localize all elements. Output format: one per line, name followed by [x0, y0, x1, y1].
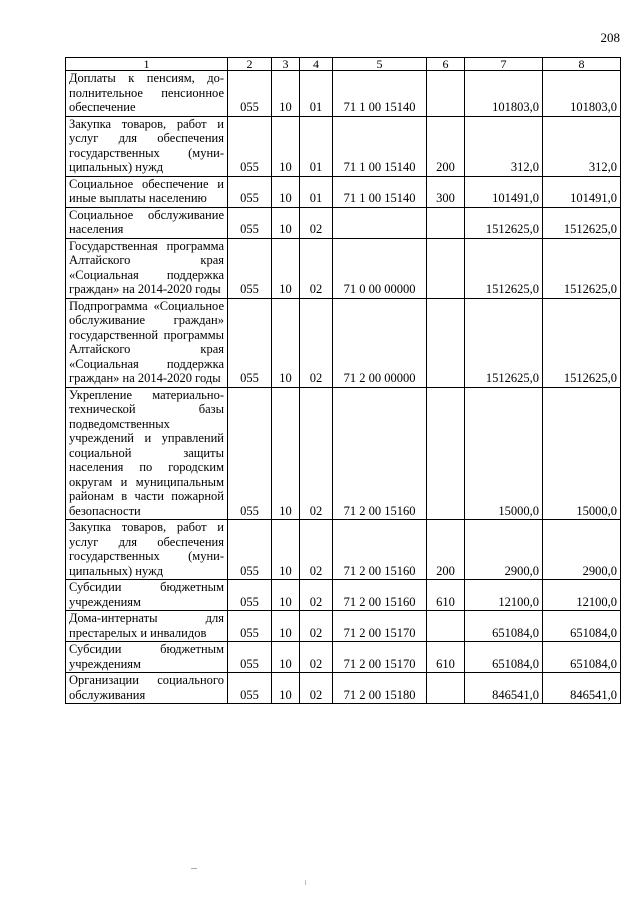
row-name: Организации социального обслуживания [66, 673, 228, 704]
row-expense-type [427, 611, 465, 642]
row-ministry-code: 055 [228, 207, 272, 238]
row-ministry-code: 055 [228, 176, 272, 207]
row-amount: 1512625,0 [465, 298, 543, 387]
header-col-6: 6 [427, 58, 465, 71]
row-amount-total: 312,0 [543, 116, 621, 176]
row-ministry-code: 055 [228, 387, 272, 520]
row-target-article: 71 2 00 15170 [333, 642, 427, 673]
header-col-7: 7 [465, 58, 543, 71]
row-expense-type [427, 238, 465, 298]
row-expense-type: 300 [427, 176, 465, 207]
row-target-article: 71 1 00 15140 [333, 176, 427, 207]
row-amount-total: 1512625,0 [543, 298, 621, 387]
row-amount-total: 651084,0 [543, 642, 621, 673]
row-section-code: 10 [272, 642, 300, 673]
row-amount-total: 12100,0 [543, 580, 621, 611]
row-target-article: 71 2 00 15160 [333, 520, 427, 580]
table-row [66, 71, 621, 117]
row-section-code: 10 [272, 238, 300, 298]
row-name: Государственная программа Алтайского края «Социальная поддержка граждан» на 2014-2020 годы [66, 238, 228, 298]
row-target-article: 71 1 00 15140 [333, 116, 427, 176]
row-subsection-code: 02 [300, 298, 333, 387]
row-name: Социальное обеспечение и иные выплаты населению [66, 176, 228, 207]
header-row [66, 58, 621, 71]
header-col-8: 8 [543, 58, 621, 71]
row-ministry-code: 055 [228, 298, 272, 387]
row-section-code: 10 [272, 116, 300, 176]
table-row [66, 520, 621, 580]
row-target-article: 71 2 00 15170 [333, 611, 427, 642]
row-expense-type [427, 71, 465, 117]
scan-mark [191, 868, 197, 869]
row-amount-total: 101491,0 [543, 176, 621, 207]
row-amount: 15000,0 [465, 387, 543, 520]
scan-mark [305, 880, 306, 885]
row-ministry-code: 055 [228, 520, 272, 580]
row-amount: 1512625,0 [465, 207, 543, 238]
row-name: Подпрограмма «Социальное обслуживание граждан» государственной программы Алтайского края «Социальная поддержка граждан» на 2014-2020 годы [66, 298, 228, 387]
row-section-code: 10 [272, 207, 300, 238]
row-name: Субсидии бюджетным учреждениям [66, 580, 228, 611]
row-name: Доплаты к пенсиям, дополнительное пенсионное обеспечение [66, 71, 228, 117]
table-row [66, 207, 621, 238]
row-amount-total: 101803,0 [543, 71, 621, 117]
row-subsection-code: 02 [300, 580, 333, 611]
row-subsection-code: 01 [300, 116, 333, 176]
row-amount: 2900,0 [465, 520, 543, 580]
row-section-code: 10 [272, 298, 300, 387]
row-target-article: 71 1 00 15140 [333, 71, 427, 117]
row-section-code: 10 [272, 673, 300, 704]
row-target-article [333, 207, 427, 238]
row-subsection-code: 02 [300, 673, 333, 704]
row-target-article: 71 2 00 15160 [333, 580, 427, 611]
row-ministry-code: 055 [228, 71, 272, 117]
row-expense-type [427, 387, 465, 520]
row-amount: 651084,0 [465, 642, 543, 673]
header-col-2: 2 [228, 58, 272, 71]
row-subsection-code: 02 [300, 387, 333, 520]
row-amount: 101491,0 [465, 176, 543, 207]
row-target-article: 71 0 00 00000 [333, 238, 427, 298]
row-ministry-code: 055 [228, 238, 272, 298]
row-amount: 1512625,0 [465, 238, 543, 298]
row-amount-total: 2900,0 [543, 520, 621, 580]
row-amount: 312,0 [465, 116, 543, 176]
row-section-code: 10 [272, 387, 300, 520]
row-amount-total: 846541,0 [543, 673, 621, 704]
row-subsection-code: 02 [300, 611, 333, 642]
row-section-code: 10 [272, 611, 300, 642]
row-target-article: 71 2 00 15160 [333, 387, 427, 520]
row-expense-type [427, 298, 465, 387]
row-ministry-code: 055 [228, 673, 272, 704]
row-expense-type: 610 [427, 642, 465, 673]
row-expense-type [427, 207, 465, 238]
budget-table [65, 57, 621, 704]
row-subsection-code: 01 [300, 71, 333, 117]
table-row [66, 673, 621, 704]
row-ministry-code: 055 [228, 116, 272, 176]
table-row [66, 238, 621, 298]
row-ministry-code: 055 [228, 580, 272, 611]
row-subsection-code: 02 [300, 520, 333, 580]
row-expense-type: 610 [427, 580, 465, 611]
row-amount-total: 651084,0 [543, 611, 621, 642]
row-name: Субсидии бюджетным учреждениям [66, 642, 228, 673]
table-row [66, 298, 621, 387]
row-name: Закупка товаров, работ и услуг для обеспечения государственных (муниципальных) нужд [66, 520, 228, 580]
row-subsection-code: 02 [300, 642, 333, 673]
header-col-3: 3 [272, 58, 300, 71]
row-section-code: 10 [272, 580, 300, 611]
row-section-code: 10 [272, 176, 300, 207]
table-row [66, 387, 621, 520]
row-ministry-code: 055 [228, 642, 272, 673]
row-ministry-code: 055 [228, 611, 272, 642]
row-name: Дома-интернаты для престарелых и инвалидов [66, 611, 228, 642]
table-row [66, 580, 621, 611]
row-amount-total: 1512625,0 [543, 207, 621, 238]
row-subsection-code: 02 [300, 238, 333, 298]
row-name: Закупка товаров, работ и услуг для обеспечения государственных (муниципальных) нужд [66, 116, 228, 176]
header-col-4: 4 [300, 58, 333, 71]
row-name: Укрепление материально-технической базы подведомственных учреждений и управлений социальной защиты населения по городским округам и муниципальным районам в части пожарной безопасности [66, 387, 228, 520]
header-col-1: 1 [66, 58, 228, 71]
table-row [66, 116, 621, 176]
row-amount-total: 15000,0 [543, 387, 621, 520]
row-expense-type: 200 [427, 116, 465, 176]
page-number: 208 [600, 30, 620, 45]
row-name: Социальное обслуживание населения [66, 207, 228, 238]
row-amount: 101803,0 [465, 71, 543, 117]
table-row [66, 176, 621, 207]
row-target-article: 71 2 00 15180 [333, 673, 427, 704]
row-amount: 12100,0 [465, 580, 543, 611]
row-expense-type [427, 673, 465, 704]
row-section-code: 10 [272, 71, 300, 117]
row-expense-type: 200 [427, 520, 465, 580]
row-subsection-code: 02 [300, 207, 333, 238]
row-amount: 651084,0 [465, 611, 543, 642]
row-amount-total: 1512625,0 [543, 238, 621, 298]
row-amount: 846541,0 [465, 673, 543, 704]
row-subsection-code: 01 [300, 176, 333, 207]
row-target-article: 71 2 00 00000 [333, 298, 427, 387]
row-section-code: 10 [272, 520, 300, 580]
table-row [66, 642, 621, 673]
header-col-5: 5 [333, 58, 427, 71]
table-row [66, 611, 621, 642]
